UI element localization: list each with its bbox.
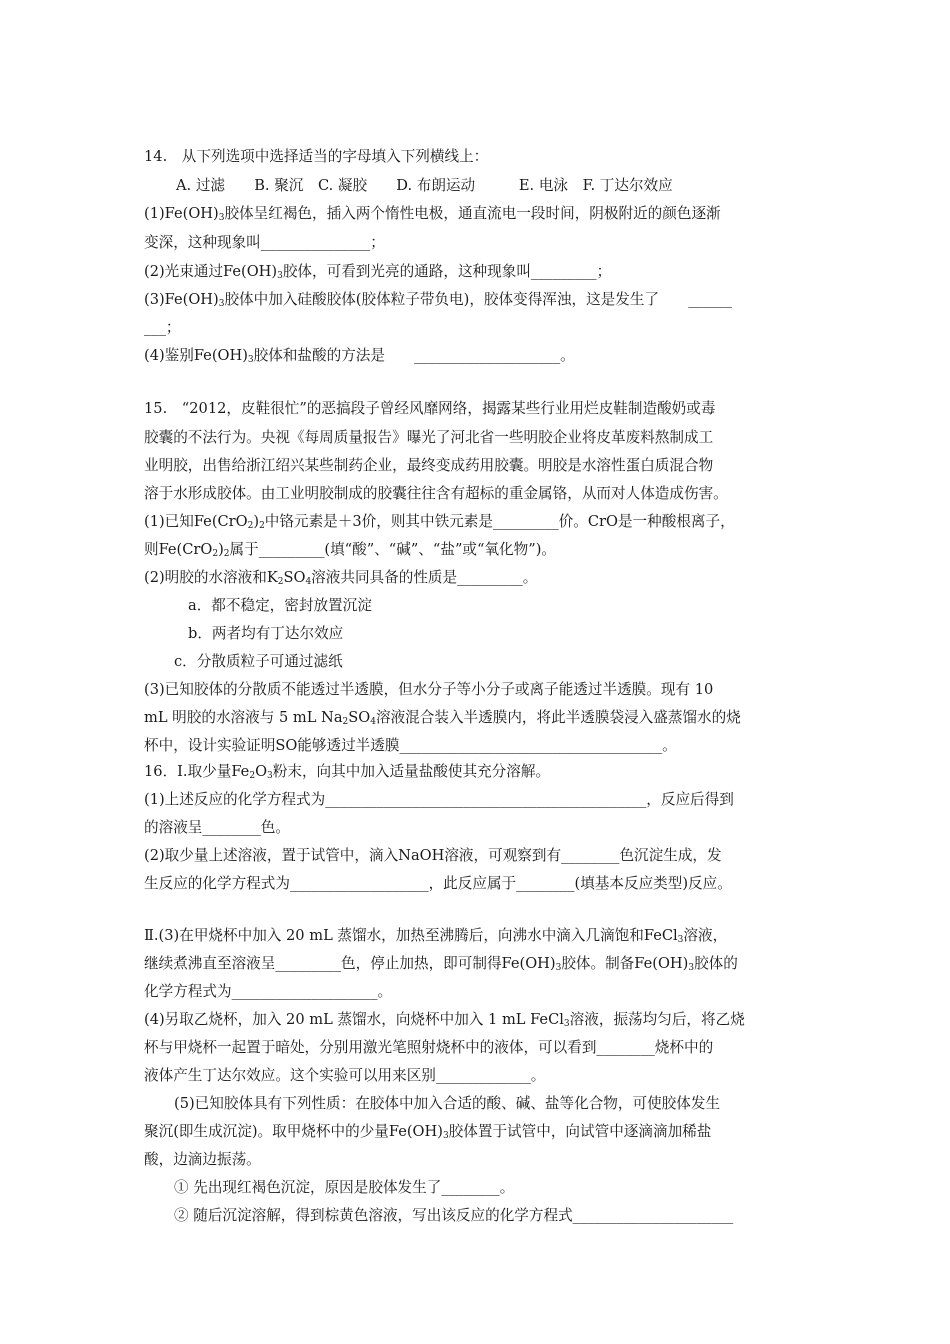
q16-section1-intro: 16．Ⅰ.取少量$Fe_2O_3$粉末，向其中加入适量盐酸使其充分溶解。 [144,763,551,781]
q15-intro-line4: 溶于水形成胶体。由工业明胶制成的胶囊往往含有超标的重金属铬，从而对人体造成伤害。 [144,485,728,502]
q16-part4-line2: 杯与甲烧杯一起置于暗处，分别用激光笔照射烧杯中的液体，可以看到________烧杯中的 [144,1039,714,1056]
q16-part5-line3: 酸，边滴边振荡。 [144,1151,261,1168]
q16-part5-item1: ① 先出现红褐色沉淀，原因是胶体发生了________。 [174,1179,515,1196]
q14-part4: (4)鉴别$Fe(OH)_3$胶体和盐酸的方法是 ____________________。 [144,347,575,365]
q16-part3-line3: 化学方程式为____________________。 [144,983,393,1000]
q16-part1-line1: (1)上述反应的化学方程式为____________________________________________，反应后得到 [144,791,734,808]
q15-option-a: a．都不稳定，密封放置沉淀 [188,597,372,614]
q15-part1-line1: (1)已知$Fe(CrO_2)_2$中铬元素是＋3价，则其中铁元素是_________价。CrO是一种酸根离子， [144,513,735,531]
q15-intro-line1: 15. “2012，皮鞋很忙”的恶搞段子曾经风靡网络，揭露某些行业用烂皮鞋制造酸奶或毒 [144,400,716,417]
q14-part1-line1: $(1)Fe(OH)_3$胶体呈红褐色，插入两个惰性电极，通直流电一段时间，阴极附近的颜色逐渐 [144,205,721,223]
q14-part1-line2: 变深，这种现象叫_______________； [144,234,385,251]
q16-part2-line2: 生反应的化学方程式为___________________，此反应属于________(填基本反应类型)反应。 [144,875,732,892]
q16-part5-line1: (5)已知胶体具有下列性质：在胶体中加入合适的酸、碱、盐等化合物，可使胶体发生 [174,1095,721,1112]
q15-intro-line3: 业明胶，出售给浙江绍兴某些制药企业，最终变成药用胶囊。明胶是水溶性蛋白质混合物 [144,457,714,474]
q16-part1-line2: 的溶液呈________色。 [144,819,290,836]
q16-part4-line1: (4)另取乙烧杯，加入 20 mL 蒸馏水，向烧杯中加入 1 mL FeCl$_3$溶液，振荡均匀后，将乙烧 [144,1011,745,1029]
q16-section2-line1: Ⅱ.(3)在甲烧杯中加入 20 mL 蒸馏水，加热至沸腾后，向沸水中滴入几滴饱和FeCl$_3$溶液， [144,927,728,945]
q15-part2: (2)明胶的水溶液和$K_2SO_4$溶液共同具备的性质是_________。 [144,569,538,587]
q16-part3-line2: 继续煮沸直至溶液呈_________色，停止加热，即可制得$Fe(OH)_3$胶体。制备$Fe(OH)_3$胶体的 [144,955,738,973]
q15-intro-line2: 胶囊的不法行为。央视《每周质量报告》曝光了河北省一些明胶企业将皮革废料熬制成工 [144,429,714,446]
q16-part2-line1: (2)取少量上述溶液，置于试管中，滴入NaOH溶液，可观察到有________色沉淀生成，发 [144,847,722,864]
q14-stem: 14. 从下列选项中选择适当的字母填入下列横线上： [144,148,489,165]
q14-part3-line2: ___； [144,319,181,336]
q16-part5-item2: ② 随后沉淀溶解，得到棕黄色溶液，写出该反应的化学方程式______________________ [174,1207,734,1224]
q15-part3-line2: mL 明胶的水溶液与 5 mL $Na_2SO_4$溶液混合装入半透膜内，将此半透膜袋浸入盛蒸馏水的烧 [144,709,741,727]
q14-part2: (2)光束通过$Fe(OH)_3$胶体，可看到光亮的通路，这种现象叫_________； [144,263,612,281]
q14-part3-line1: $(3)Fe(OH)_3$胶体中加入硅酸胶体(胶体粒子带负电)，胶体变得浑浊，这是发生了 ______ [144,291,733,309]
q15-option-c: c．分散质粒子可通过滤纸 [174,653,343,670]
q15-part1-line2: 则$Fe(CrO_2)_2$属于_________(填“酸”、“碱”、“盐”或“氧化物”)。 [144,541,556,559]
q14-options: A. 过滤 B. 聚沉 C. 凝胶 D. 布朗运动 E. 电泳 F. 丁达尔效应 [176,177,673,194]
q15-part3-line1: (3)已知胶体的分散质不能透过半透膜，但水分子等小分子或离子能透过半透膜。现有 10 [144,681,714,698]
q16-part4-line3: 液体产生丁达尔效应。这个实验可以用来区别_____________。 [144,1067,546,1084]
q15-option-b: b．两者均有丁达尔效应 [188,625,344,642]
q15-part3-line3: 杯中，设计实验证明SO能够透过半透膜____________________________________。 [144,737,677,754]
q16-part5-line2: 聚沉(即生成沉淀)。取甲烧杯中的少量$Fe(OH)_3$胶体置于试管中，向试管中逐滴滴加稀盐 [144,1123,712,1141]
